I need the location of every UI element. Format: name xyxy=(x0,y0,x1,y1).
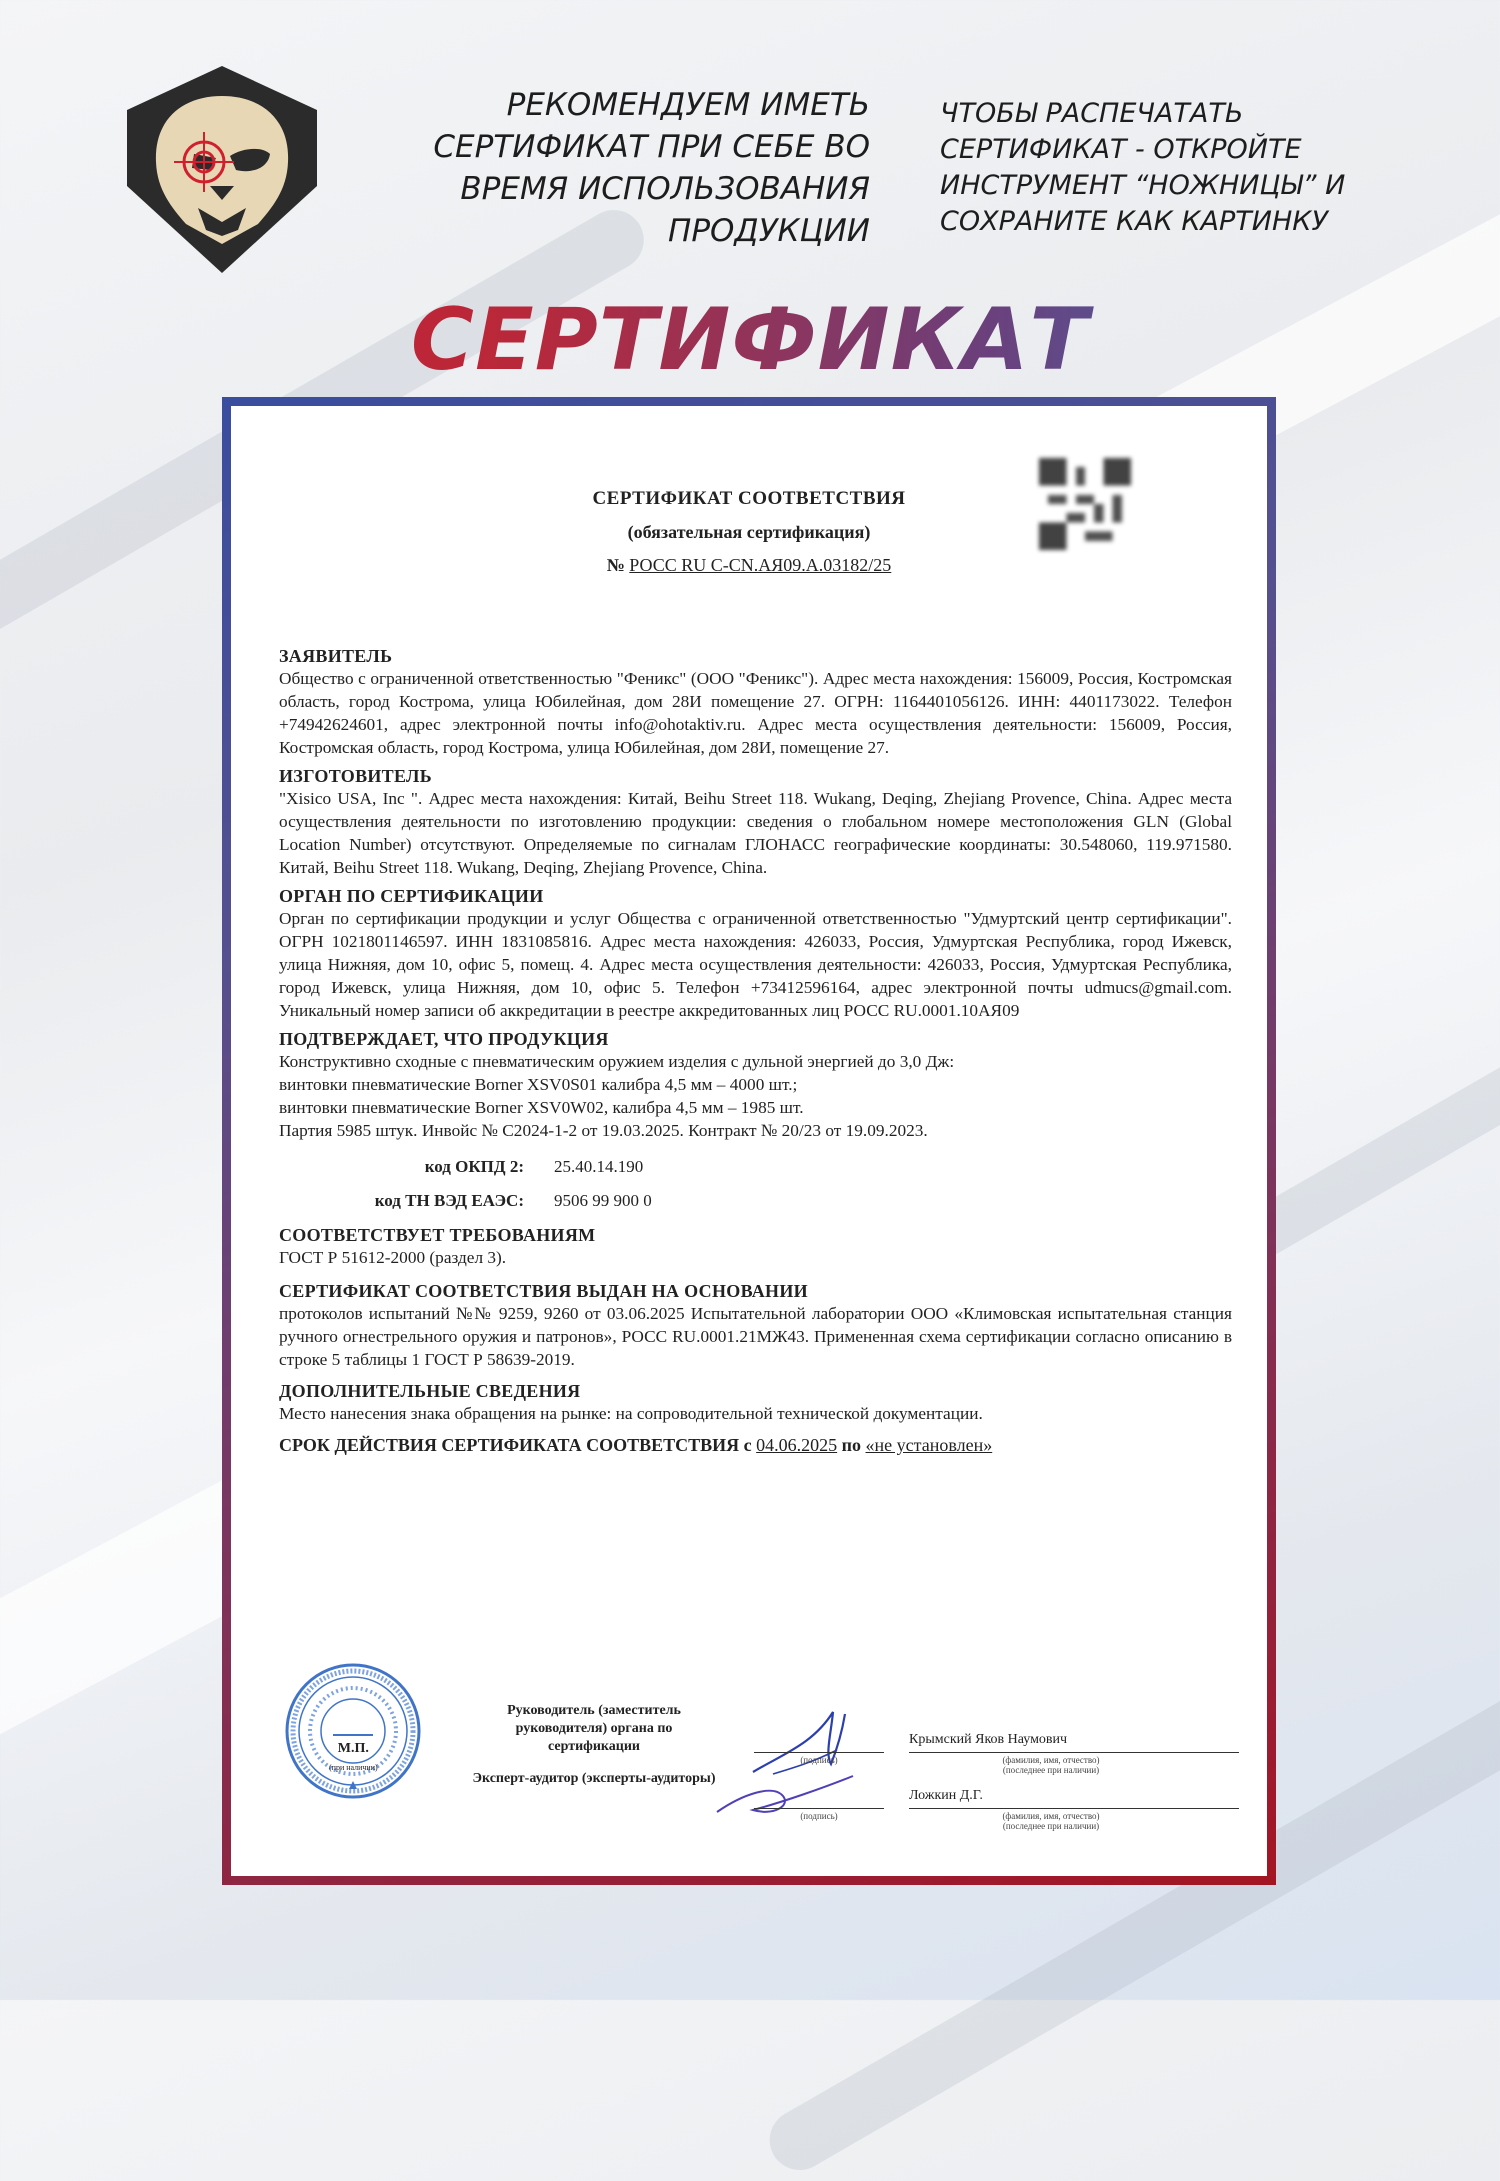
requirements-section xyxy=(279,1225,1232,1269)
product-line: винтовки пневматические Borner XSV0W02, калибра 4,5 мм – 1985 шт. xyxy=(279,1098,804,1117)
signature-line xyxy=(754,1752,884,1753)
expert-name: Ложкин Д.Г. xyxy=(909,1788,983,1803)
name-caption: (фамилия, имя, отчество) (последнее при наличии) xyxy=(1002,1755,1100,1775)
section-heading: ОРГАН ПО СЕРТИФИКАЦИИ xyxy=(279,886,544,906)
certification-body-section xyxy=(279,886,1232,1022)
print-instructions-note: ЧТОБЫ РАСПЕЧАТАТЬ СЕРТИФИКАТ - ОТКРОЙТЕ ИНСТРУМЕНТ “НОЖНИЦЫ” И СОХРАНИТЕ КАК КАРТИНКУ xyxy=(940,98,1346,237)
code-value: 9506 99 900 0 xyxy=(554,1191,652,1210)
product-section xyxy=(279,1029,1232,1218)
code-value: 25.40.14.190 xyxy=(554,1157,644,1176)
code-label: код ТН ВЭД ЕАЭС: xyxy=(374,1191,524,1210)
head-label: Руководитель (заместитель руководителя) органа по сертификации xyxy=(507,1703,681,1754)
certificate-frame xyxy=(222,397,1276,1885)
head-name: Крымский Яков Наумович xyxy=(909,1732,1068,1747)
validity-line xyxy=(279,1435,1232,1456)
validity-from: 04.06.2025 xyxy=(756,1435,838,1455)
section-heading: СЕРТИФИКАТ СООТВЕТСТВИЯ ВЫДАН НА ОСНОВАНИИ xyxy=(279,1281,808,1301)
product-line: винтовки пневматические Borner XSV0S01 калибра 4,5 мм – 4000 шт.; xyxy=(279,1075,798,1094)
qr-code xyxy=(1039,458,1131,550)
name-caption: (фамилия, имя, отчество) (последнее при наличии) xyxy=(1002,1811,1100,1831)
section-heading: ДОПОЛНИТЕЛЬНЫЕ СВЕДЕНИЯ xyxy=(279,1381,581,1401)
code-row xyxy=(279,1184,1232,1218)
manufacturer-section xyxy=(279,766,1232,879)
additional-section xyxy=(279,1381,1232,1425)
reminder-note: РЕКОМЕНДУЕМ ИМЕТЬ СЕРТИФИКАТ ПРИ СЕБЕ ВО ВРЕМЯ ИСПОЛЬЗОВАНИЯ ПРОДУКЦИИ xyxy=(433,87,870,249)
section-heading: СООТВЕТСТВУЕТ ТРЕБОВАНИЯМ xyxy=(279,1225,596,1245)
handwritten-signatures xyxy=(713,1684,883,1824)
section-heading: ИЗГОТОВИТЕЛЬ xyxy=(279,766,432,786)
stamp-label: М.П. xyxy=(337,1741,369,1756)
validity-to: «не установлен» xyxy=(865,1435,993,1455)
section-text: протоколов испытаний №№ 9259, 9260 от 03.06.2025 Испытательной лаборатории ООО «Климовская испытательная станция ручного огнестрельного оружия и патронов», РОСС RU.0001.21МЖ43. Примененная схема сертификации согласно описанию в строке 5 таблицы 1 ГОСТ Р 58639-2019. xyxy=(279,1304,1232,1369)
certificate-number xyxy=(231,555,1267,576)
product-line: Партия 5985 штук. Инвойс № C2024-1-2 от 19.03.2025. Контракт № 20/23 от 19.09.2023. xyxy=(279,1121,928,1140)
section-text: Общество с ограниченной ответственностью "Феникс" (ООО "Феникс"). Адрес места нахождения: 156009, Россия, Костромская область, город Кострома, улица Юбилейная, дом 28И помещение 27. ОГРН: 1164401056126. ИНН: 4401173022. Телефон +74942624601, адрес электронной почты info@ohotaktiv.ru. Адрес места осуществления деятельности: 156009, Россия, Костромская область, город Кострома, улица Юбилейная, дом 28И, помещение 27. xyxy=(279,669,1232,757)
signature-caption: (подпись) xyxy=(800,1811,838,1821)
stamp-note: (при наличии) xyxy=(329,1763,378,1772)
code-label: код ОКПД 2: xyxy=(424,1157,524,1176)
page-title: СЕРТИФИКАТ xyxy=(0,290,1500,390)
signature-line xyxy=(754,1808,884,1809)
stamp-place xyxy=(329,1740,378,1777)
signature-labels xyxy=(329,1702,719,1788)
product-codes xyxy=(279,1150,1232,1218)
number-value: РОСС RU С-CN.АЯ09.А.03182/25 xyxy=(629,555,892,575)
certificate-paper xyxy=(231,406,1267,1876)
certificate-body xyxy=(279,646,1232,1456)
section-text: "Xisico USA, Inc ". Адрес места нахождения: Китай, Beihu Street 118. Wukang, Deqing, Zhejiang Provence, China. Адрес места осуществления деятельности по изготовлению продукции: сведения о глобальном номере местоположения GLN (Global Location Number) отсутствуют. Определяемые по сигналам ГЛОНАСС географические координаты: 30.548060, 119.971580. Китай, Beihu Street 118. Wukang, Deqing, Zhejiang Provence, China. xyxy=(279,789,1232,877)
name-line xyxy=(909,1808,1239,1809)
certificate-subtitle: (обязательная сертификация) xyxy=(627,522,871,542)
validity-label: СРОК ДЕЙСТВИЯ СЕРТИФИКАТА СООТВЕТСТВИЯ с xyxy=(279,1435,752,1455)
validity-by: по xyxy=(841,1435,862,1455)
section-text: Орган по сертификации продукции и услуг Общества с ограниченной ответственностью "Удмуртский центр сертификации". ОГРН 1021801146597. ИНН 1831085816. Адрес места нахождения: 426033, Россия, Удмуртская Республика, город Ижевск, улица Нижняя, дом 10, офис 5, помещ. 4. Адрес места осуществления деятельности: 426033, Россия, Удмуртская Республика, город Ижевск, улица Нижняя, дом 10, офис 5. Телефон +73412596164, адрес электронной почты udmucs@gmail.com. Уникальный номер записи об аккредитации в реестре аккредитованных лиц РОСС RU.0001.10АЯ09 xyxy=(279,909,1232,1020)
product-line: Конструктивно сходные с пневматическим оружием изделия с дульной энергией до 3,0 Дж: xyxy=(279,1052,955,1071)
basis-section xyxy=(279,1281,1232,1371)
name-line xyxy=(909,1752,1239,1753)
section-text: ГОСТ Р 51612-2000 (раздел 3). xyxy=(279,1248,507,1267)
code-row xyxy=(279,1150,1232,1184)
signature-caption: (подпись) xyxy=(800,1755,838,1765)
section-text: Место нанесения знака обращения на рынке: на сопроводительной технической документации. xyxy=(279,1404,983,1423)
lion-logo xyxy=(112,58,332,278)
section-heading: ПОДТВЕРЖДАЕТ, ЧТО ПРОДУКЦИЯ xyxy=(279,1029,609,1049)
applicant-section xyxy=(279,646,1232,759)
number-prefix: № xyxy=(606,555,625,575)
certificate-title: СЕРТИФИКАТ СООТВЕТСТВИЯ xyxy=(592,488,906,509)
section-heading: ЗАЯВИТЕЛЬ xyxy=(279,646,393,666)
certification-seal xyxy=(283,1661,423,1801)
expert-label: Эксперт-аудитор (эксперты-аудиторы) xyxy=(472,1771,716,1786)
